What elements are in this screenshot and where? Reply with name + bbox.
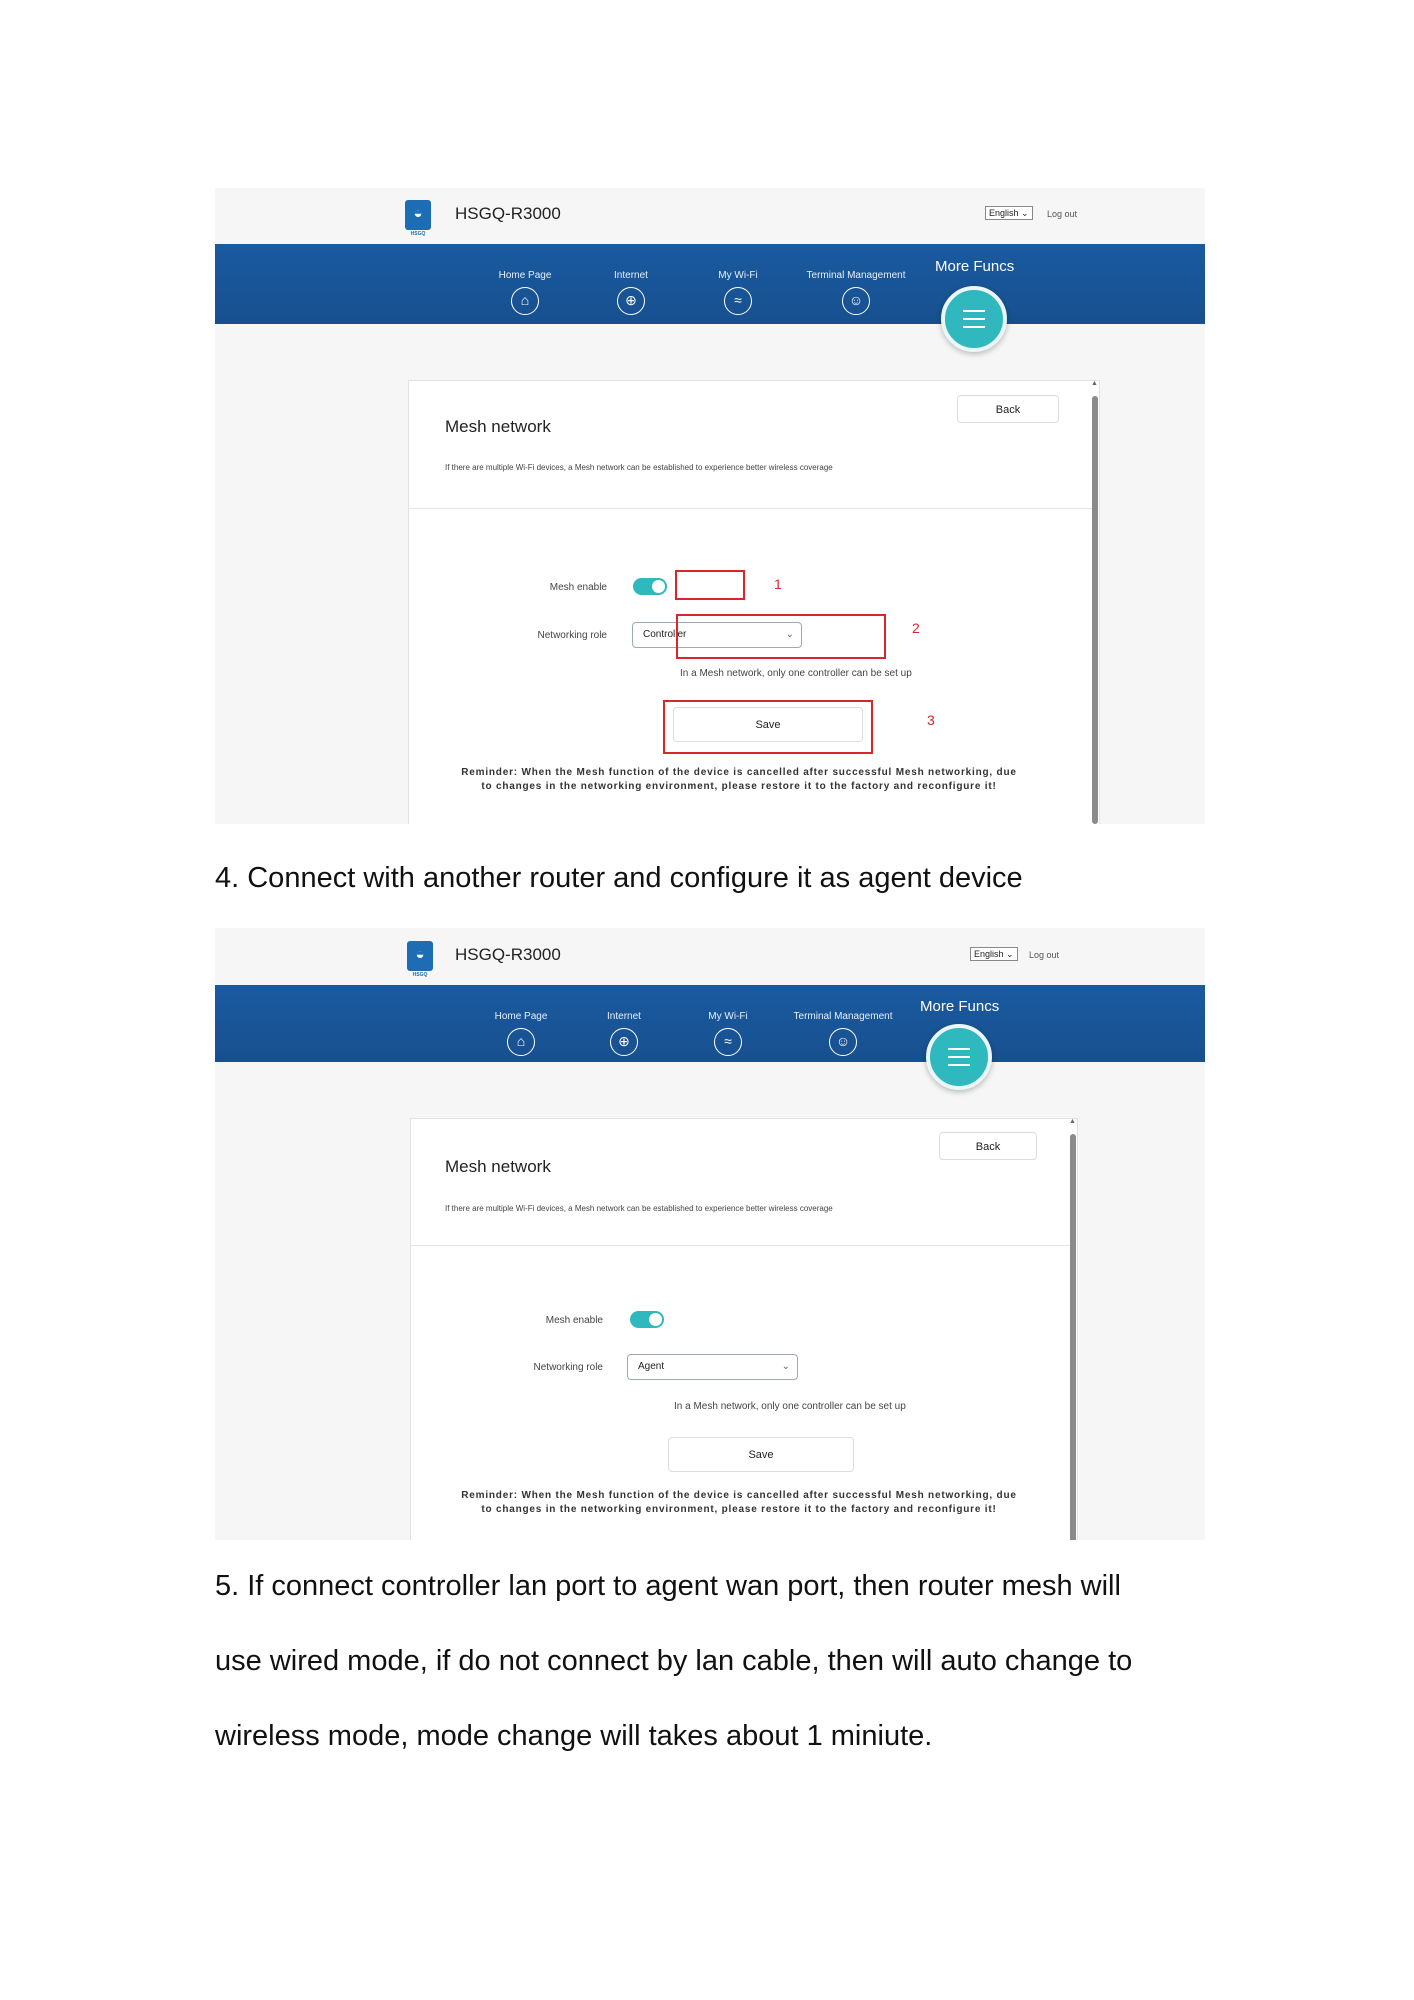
nav-bar (215, 985, 1205, 1062)
wifi-icon: ≈ (714, 1028, 742, 1056)
nav-home-label: Home Page (494, 1011, 548, 1022)
scroll-up-icon[interactable]: ▲ (1091, 380, 1098, 387)
logout-link[interactable]: Log out (1047, 209, 1078, 219)
nav-terminal-label: Terminal Management (806, 270, 906, 281)
language-select[interactable] (970, 947, 1018, 961)
screenshot-controller (215, 188, 1205, 824)
brand-name: HSGQ-R3000 (455, 945, 561, 964)
chevron-down-icon: ⌄ (785, 629, 794, 640)
nav-bar (215, 244, 1205, 324)
nav-wifi-label: My Wi-Fi (708, 1011, 748, 1022)
networking-role-value: Controller (643, 629, 687, 640)
logout-link[interactable]: Log out (1029, 950, 1060, 960)
nav-home[interactable] (470, 244, 580, 315)
globe-icon: ⊕ (617, 287, 645, 315)
brand-logo (405, 200, 431, 230)
networking-role-select[interactable] (627, 1354, 798, 1380)
globe-icon: ⊕ (610, 1028, 638, 1056)
annotation-box-3 (663, 700, 873, 754)
nav-more-label: More Funcs (935, 258, 1015, 275)
mesh-enable-toggle[interactable] (630, 1311, 664, 1328)
annotation-number-3: 3 (927, 712, 935, 728)
user-icon: ☺ (842, 287, 870, 315)
nav-terminal[interactable] (801, 244, 911, 315)
nav-more-label: More Funcs (920, 998, 1000, 1015)
brand-logo (407, 941, 433, 971)
nav-home-label: Home Page (498, 270, 552, 281)
step-5-line-2: use wired mode, if do not connect by lan cable, then will auto change to (215, 1645, 1133, 1677)
nav-internet-label: Internet (614, 270, 648, 281)
networking-role-value: Agent (638, 1361, 665, 1372)
home-icon: ⌂ (507, 1028, 535, 1056)
top-bar (215, 928, 1205, 984)
networking-role-label: Networking role (537, 630, 607, 641)
logo-icon: ◒ (413, 205, 423, 222)
networking-role-label: Networking role (533, 1362, 603, 1373)
annotation-box-2 (676, 614, 886, 659)
panel-divider (411, 1245, 1073, 1246)
brand-name: HSGQ-R3000 (455, 204, 561, 223)
save-button[interactable]: Save (668, 1437, 854, 1472)
wifi-icon: ≈ (724, 287, 752, 315)
mesh-enable-toggle[interactable] (633, 578, 667, 595)
panel-divider (409, 508, 1095, 509)
more-funcs-menu-button[interactable] (926, 1024, 992, 1090)
annotation-box-1 (675, 570, 745, 600)
back-button[interactable]: Back (939, 1132, 1037, 1160)
panel-title: Mesh network (445, 1157, 551, 1176)
nav-terminal[interactable] (788, 985, 898, 1056)
top-bar (215, 188, 1205, 244)
screenshot-agent (215, 928, 1205, 1540)
controller-hint: In a Mesh network, only one controller can be set up (680, 668, 912, 679)
hamburger-icon (963, 310, 985, 334)
more-funcs-menu-button[interactable] (941, 286, 1007, 352)
logo-icon: ◒ (415, 946, 425, 963)
mesh-enable-label: Mesh enable (549, 582, 607, 593)
save-button[interactable]: Save (673, 707, 863, 742)
language-value: English (989, 208, 1019, 218)
nav-home[interactable] (466, 985, 576, 1056)
controller-hint: In a Mesh network, only one controller can be set up (674, 1401, 906, 1412)
mesh-panel (408, 380, 1100, 824)
panel-subtitle: If there are multiple Wi-Fi devices, a Mesh network can be established to experience better wireless coverage (445, 463, 833, 472)
chevron-down-icon: ⌄ (1021, 208, 1029, 218)
scrollbar[interactable] (1070, 1134, 1076, 1540)
language-value: English (974, 949, 1004, 959)
mesh-enable-label: Mesh enable (545, 1315, 603, 1326)
step-4-text: 4. Connect with another router and configure it as agent device (215, 862, 1023, 894)
panel-title: Mesh network (445, 417, 551, 436)
annotation-number-1: 1 (774, 576, 782, 592)
nav-wifi-label: My Wi-Fi (718, 270, 758, 281)
scroll-up-icon[interactable]: ▲ (1069, 1118, 1076, 1125)
back-button[interactable]: Back (957, 395, 1059, 423)
hamburger-icon (948, 1048, 970, 1072)
step-5-line-3: wireless mode, mode change will takes about 1 miniute. (215, 1720, 933, 1752)
nav-wifi[interactable] (673, 985, 783, 1056)
language-select[interactable] (985, 206, 1033, 220)
nav-internet[interactable] (569, 985, 679, 1056)
nav-internet[interactable] (576, 244, 686, 315)
panel-subtitle: If there are multiple Wi-Fi devices, a Mesh network can be established to experience better wireless coverage (445, 1204, 833, 1213)
annotation-number-2: 2 (912, 620, 920, 636)
home-icon: ⌂ (511, 287, 539, 315)
scrollbar[interactable] (1092, 396, 1098, 824)
step-5-line-1: 5. If connect controller lan port to agent wan port, then router mesh will (215, 1570, 1121, 1602)
nav-internet-label: Internet (607, 1011, 641, 1022)
nav-terminal-label: Terminal Management (793, 1011, 893, 1022)
chevron-down-icon: ⌄ (1006, 949, 1014, 959)
reminder-text: Reminder: When the Mesh function of the device is cancelled after successful Mesh networking, due to changes in the networking environment, please restore it to the factory and reconfigure it! (461, 767, 1017, 792)
nav-wifi[interactable] (683, 244, 793, 315)
user-icon: ☺ (829, 1028, 857, 1056)
chevron-down-icon: ⌄ (781, 1361, 790, 1372)
reminder-text: Reminder: When the Mesh function of the device is cancelled after successful Mesh networking, due to changes in the networking environment, please restore it to the factory and reconfigure it! (461, 1490, 1017, 1515)
mesh-panel (410, 1118, 1078, 1540)
